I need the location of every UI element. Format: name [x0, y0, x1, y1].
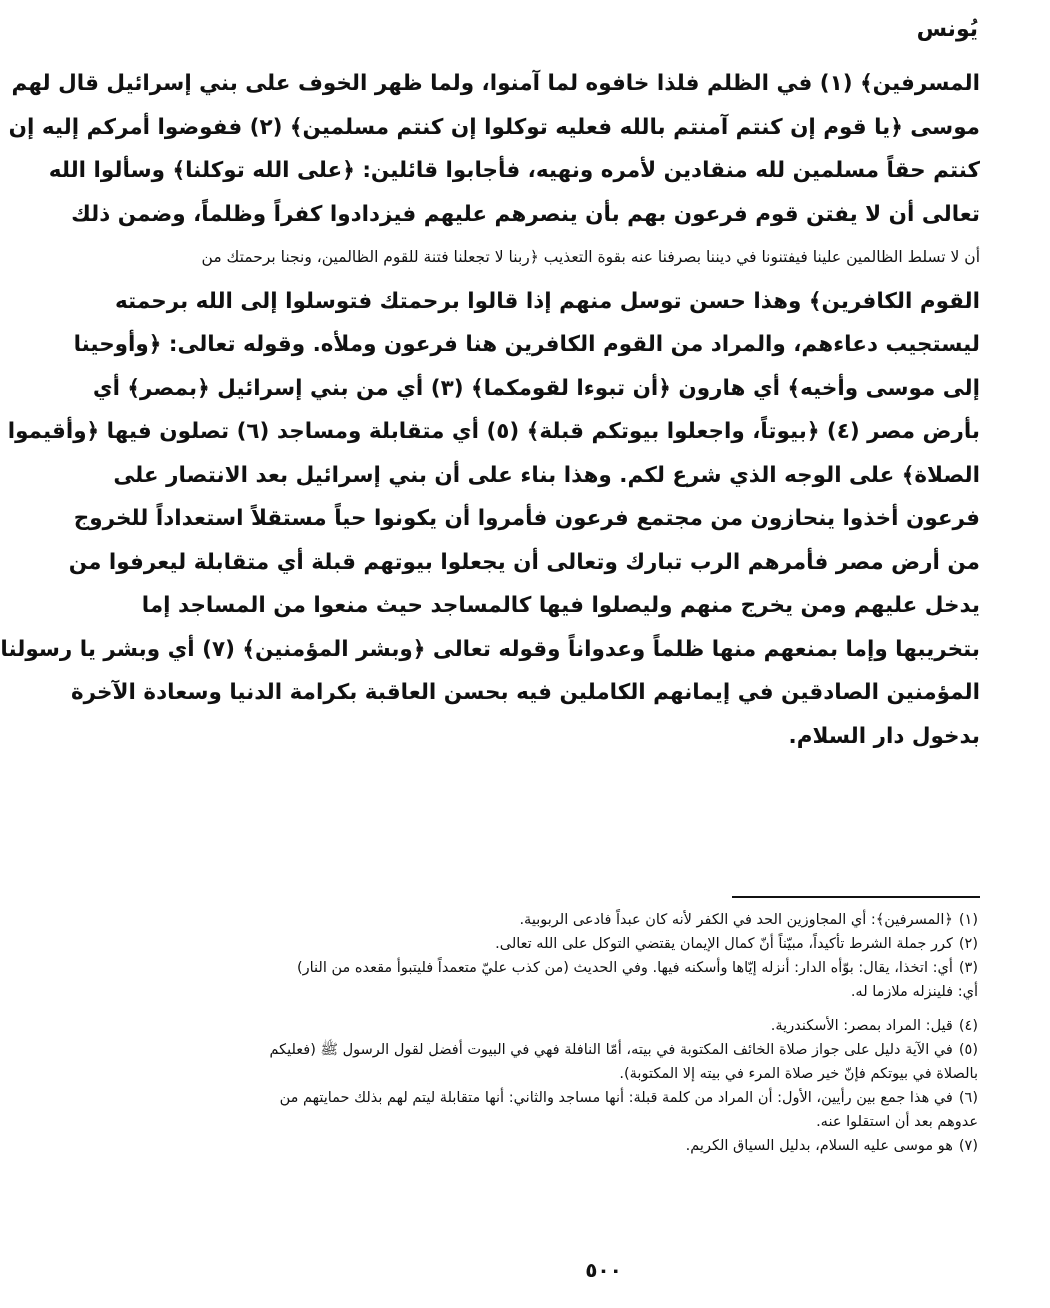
footnote-5	[227, 1038, 978, 1062]
body-line-small: أن لا تسلط الظالمين علينا فيفتنونا في ديننا بصرفنا عنه بقوة التعذيب ﴿ربنا لا تجعلنا فتنة للقوم الظالمين، ونجنا برحمتك من	[201, 248, 980, 266]
footnote-continuation: أي: فلينزله ملازما له.	[850, 984, 978, 1000]
surah-title: يُونس	[916, 17, 978, 42]
footnote-number: (١)	[958, 912, 978, 928]
body-line: إلى موسى وأخيه﴾ أي هارون ﴿أن تبوءا لقومكما﴾ (٣) أي من بني إسرائيل ﴿بمصر﴾ أي	[92, 375, 980, 401]
body-line: موسى ﴿يا قوم إن كنتم آمنتم بالله فعليه توكلوا إن كنتم مسلمين﴾ (٢) ففوضوا أمركم إليه إن	[8, 114, 980, 140]
body-line: فرعون أخذوا ينحازون من مجتمع فرعون فأمروا أن يكونوا حياً مستقلاً استعداداً للخروج	[73, 506, 980, 531]
body-line: المسرفين﴾ (١) في الظلم فلذا خافوه لما آمنوا، ولما ظهر الخوف على بني إسرائيل قال لهم	[11, 71, 980, 96]
body-line: الصلاة﴾ على الوجه الذي شرع لكم. وهذا بناء على أن بني إسرائيل بعد الانتصار على	[113, 462, 980, 488]
footnote-number: (٧)	[958, 1138, 978, 1154]
footnote-6	[227, 1086, 978, 1110]
footnote-text: في الآية دليل على جواز صلاة الخائف المكتوبة في بيته، أمّا النافلة فهي في البيوت أفضل لقول الرسول ﷺ (فعليكم	[269, 1042, 953, 1058]
footnote-number: (٢)	[958, 936, 978, 952]
footnote-separator	[732, 896, 980, 898]
footnote-2	[227, 932, 978, 956]
footnote-number: (٤)	[958, 1018, 978, 1034]
footnote-text: كرر جملة الشرط تأكيداً، مبيّناً أنّ كمال الإيمان يقتضي التوكل على الله تعالى.	[495, 936, 953, 952]
footnote-3	[227, 956, 978, 980]
footnotes	[227, 908, 978, 1158]
body-line: كنتم حقاً مسلمين لله منقادين لأمره ونهيه، فأجابوا قائلين: ﴿على الله توكلنا﴾ وسألوا الله	[48, 158, 980, 183]
body-line: القوم الكافرين﴾ وهذا حسن توسل منهم إذا قالوا برحمتك فتوسلوا إلى الله برحمته	[115, 288, 980, 314]
body-line: تعالى أن لا يفتن قوم فرعون بهم بأن ينصرهم عليهم فيزدادوا كفراً وظلماً، وضمن ذلك	[71, 201, 980, 227]
body-line: بدخول دار السلام.	[788, 723, 980, 749]
footnote-1	[227, 908, 978, 932]
footnote-4	[227, 1014, 978, 1038]
footnote-number: (٣)	[958, 960, 978, 976]
footnote-continuation: بالصلاة في بيوتكم فإنّ خير صلاة المرء في بيته إلا المكتوبة).	[619, 1066, 978, 1082]
body-line: بتخريبها وإما بمنعهم منها ظلماً وعدواناً وقوله تعالى ﴿وبشر المؤمنين﴾ (٧) أي وبشر يا رسولنا	[0, 636, 980, 662]
footnote-7	[227, 1134, 978, 1158]
footnote-text: أي: اتخذا، يقال: بوّأه الدار: أنزله إيّاها وأسكنه فيها. وفي الحديث (من كذب عليّ متعمداً فليتبوأ مقعده من النار)	[296, 960, 953, 976]
body-line: بأرض مصر (٤) ﴿بيوتاً، واجعلوا بيوتكم قبلة﴾ (٥) أي متقابلة ومساجد (٦) تصلون فيها ﴿وأقيموا	[7, 419, 980, 444]
footnote-continuation: عدوهم بعد أن استقلوا عنه.	[816, 1114, 978, 1130]
page-number: ٥٠٠	[585, 1258, 622, 1282]
body-line: المؤمنين الصادقين في إيمانهم الكاملين فيه بحسن العاقبة بكرامة الدنيا وسعادة الآخرة	[70, 680, 980, 705]
footnote-number: (٥)	[958, 1042, 978, 1058]
footnote-text: قيل: المراد بمصر: الأسكندرية.	[770, 1018, 953, 1034]
body-line: يدخل عليهم ومن يخرج منهم وليصلوا فيها كالمساجد حيث منعوا من المساجد إما	[141, 593, 980, 618]
footnote-text: ﴿المسرفين﴾: أي المجاوزين الحد في الكفر لأنه كان عبداً فادعى الربوبية.	[519, 912, 953, 928]
footnote-text: في هذا جمع بين رأيين، الأول: أن المراد من كلمة قبلة: أنها مساجد والثاني: أنها متقابلة ليتم لهم بذلك حمايتهم من	[279, 1090, 953, 1106]
body-line: من أرض مصر فأمرهم الرب تبارك وتعالى أن يجعلوا بيوتهم قبلة أي متقابلة ليعرفوا من	[68, 549, 980, 575]
commentary-body	[0, 62, 980, 758]
footnote-text: هو موسى عليه السلام، بدليل السياق الكريم.	[685, 1138, 953, 1154]
footnote-number: (٦)	[958, 1090, 978, 1106]
body-line: ليستجيب دعاءهم، والمراد من القوم الكافرين هنا فرعون وملأه. وقوله تعالى: ﴿وأوحينا	[73, 332, 980, 357]
